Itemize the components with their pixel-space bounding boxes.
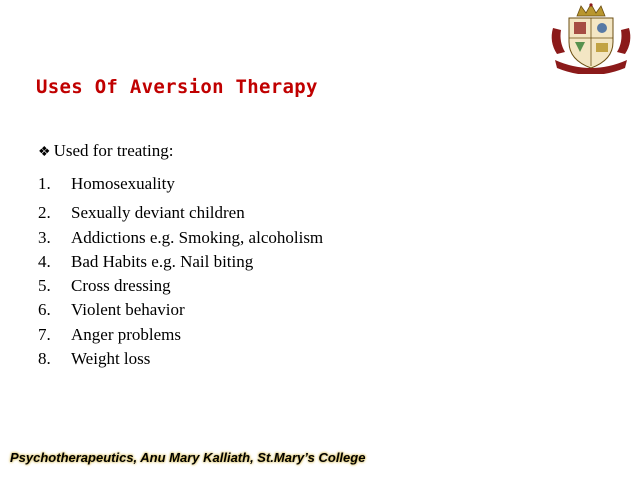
list-item-number: 4. [38,251,51,271]
diamond-bullet-icon: ❖ [38,145,51,160]
list-item-text: Anger problems [71,324,182,344]
list-item-number: 2. [38,203,51,223]
list-item-number: 3. [38,227,51,247]
college-crest-logo [545,2,637,74]
list-item-text: Violent behavior [71,300,185,320]
bullet-text: Used for treating: [53,141,174,160]
list-item [38,201,323,225]
list-item-text: Homosexuality [71,174,175,193]
list-item-text: Weight loss [71,349,151,369]
list-item-text: Addictions e.g. Smoking, alcoholism [71,227,324,247]
list-item-number: 7. [38,324,51,344]
footer-credit: Psychotherapeutics, Anu Mary Kalliath, St.Mary’s College [10,450,366,465]
numbered-list [38,172,323,371]
list-item-text: Cross dressing [71,276,171,296]
list-item [38,323,323,347]
list-item [38,250,323,274]
list-item-text: Sexually deviant children [71,203,245,223]
list-item-number: 1. [38,174,51,193]
list-item [38,274,323,298]
list-item [38,298,323,322]
list-item [38,226,323,250]
list-item [38,172,323,196]
list-item-number: 5. [38,276,51,296]
list-item [38,347,323,371]
list-item-number: 6. [38,300,51,320]
list-item-number: 8. [38,349,51,369]
bullet-line [38,141,173,161]
list-item-text: Bad Habits e.g. Nail biting [71,251,254,271]
slide-title: Uses Of Aversion Therapy [36,76,318,98]
